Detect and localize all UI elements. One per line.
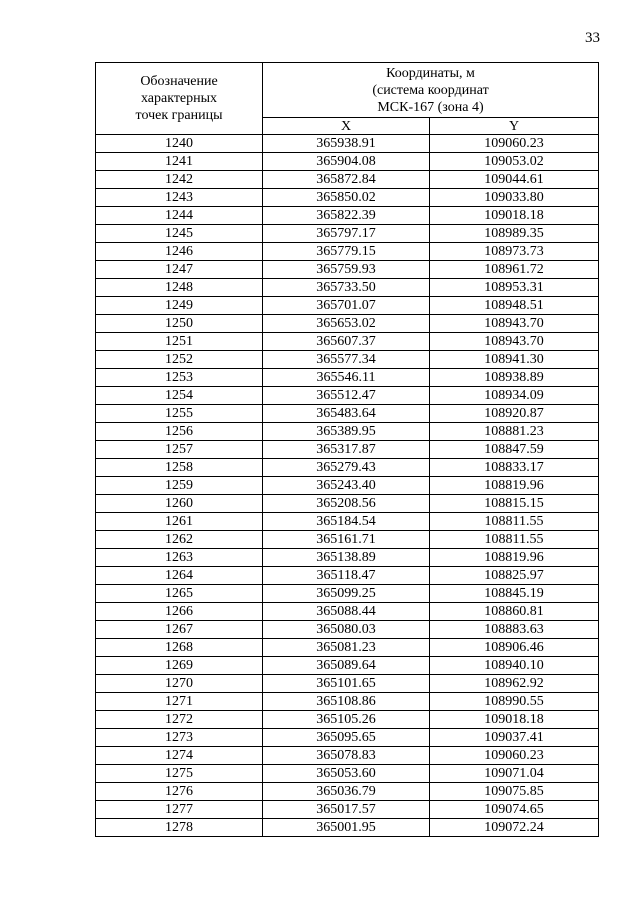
table-row	[96, 405, 599, 423]
table-row	[96, 585, 599, 603]
page-number: 33	[585, 30, 600, 46]
y-coordinate-cell: 109037.41	[430, 729, 599, 747]
y-coordinate-cell: 109074.65	[430, 801, 599, 819]
table-row	[96, 351, 599, 369]
table-row	[96, 747, 599, 765]
point-id-cell: 1275	[96, 765, 263, 783]
y-coordinate-cell: 108811.55	[430, 513, 599, 531]
x-coordinate-cell: 365099.25	[263, 585, 430, 603]
table-row	[96, 801, 599, 819]
table-row	[96, 729, 599, 747]
table-row	[96, 693, 599, 711]
table-row	[96, 243, 599, 261]
y-coordinate-cell: 108881.23	[430, 423, 599, 441]
point-id-cell: 1246	[96, 243, 263, 261]
coordinates-table	[95, 62, 599, 837]
coordinates-header-line-3: МСК-167 (зона 4)	[377, 99, 484, 115]
table-row	[96, 495, 599, 513]
y-coordinate-cell: 108845.19	[430, 585, 599, 603]
point-id-cell: 1245	[96, 225, 263, 243]
table-row	[96, 783, 599, 801]
point-id-cell: 1259	[96, 477, 263, 495]
y-coordinate-cell: 108962.92	[430, 675, 599, 693]
table-row	[96, 171, 599, 189]
x-coordinate-cell: 365389.95	[263, 423, 430, 441]
point-id-cell: 1256	[96, 423, 263, 441]
y-coordinate-cell: 109060.23	[430, 135, 599, 153]
x-coordinate-cell: 365577.34	[263, 351, 430, 369]
point-id-cell: 1260	[96, 495, 263, 513]
y-coordinate-cell: 108860.81	[430, 603, 599, 621]
point-id-cell: 1240	[96, 135, 263, 153]
point-header-line-1: Обозначение	[140, 74, 218, 89]
table-row	[96, 423, 599, 441]
y-coordinate-cell: 109075.85	[430, 783, 599, 801]
table-row	[96, 621, 599, 639]
y-coordinate-cell: 108953.31	[430, 279, 599, 297]
y-coordinate-cell: 108938.89	[430, 369, 599, 387]
y-coordinate-cell: 108811.55	[430, 531, 599, 549]
y-coordinate-cell: 109071.04	[430, 765, 599, 783]
point-id-cell: 1264	[96, 567, 263, 585]
point-id-cell: 1276	[96, 783, 263, 801]
x-coordinate-cell: 365080.03	[263, 621, 430, 639]
y-coordinate-cell: 108847.59	[430, 441, 599, 459]
coordinates-header-line-1: Координаты, м	[386, 65, 475, 81]
y-column-header: Y	[430, 118, 599, 135]
y-coordinate-cell: 109053.02	[430, 153, 599, 171]
x-coordinate-cell: 365759.93	[263, 261, 430, 279]
y-coordinate-cell: 108819.96	[430, 477, 599, 495]
x-coordinate-cell: 365088.44	[263, 603, 430, 621]
point-id-cell: 1274	[96, 747, 263, 765]
x-coordinate-cell: 365512.47	[263, 387, 430, 405]
table-row	[96, 153, 599, 171]
table-row	[96, 387, 599, 405]
y-coordinate-cell: 108825.97	[430, 567, 599, 585]
x-coordinate-cell: 365483.64	[263, 405, 430, 423]
y-coordinate-cell: 109044.61	[430, 171, 599, 189]
x-coordinate-cell: 365036.79	[263, 783, 430, 801]
table-body	[96, 135, 599, 837]
table-row	[96, 639, 599, 657]
table-row	[96, 765, 599, 783]
point-header-line-3: точек границы	[135, 108, 223, 123]
point-id-cell: 1254	[96, 387, 263, 405]
table-row	[96, 225, 599, 243]
y-coordinate-cell: 109018.18	[430, 711, 599, 729]
point-id-cell: 1255	[96, 405, 263, 423]
x-coordinate-cell: 365733.50	[263, 279, 430, 297]
table-row	[96, 531, 599, 549]
x-coordinate-cell: 365653.02	[263, 315, 430, 333]
x-coordinate-cell: 365017.57	[263, 801, 430, 819]
x-coordinate-cell: 365101.65	[263, 675, 430, 693]
x-coordinate-cell: 365208.56	[263, 495, 430, 513]
y-coordinate-cell: 108943.70	[430, 315, 599, 333]
x-coordinate-cell: 365001.95	[263, 819, 430, 837]
point-id-cell: 1266	[96, 603, 263, 621]
x-coordinate-cell: 365081.23	[263, 639, 430, 657]
y-coordinate-cell: 108990.55	[430, 693, 599, 711]
x-coordinate-cell: 365095.65	[263, 729, 430, 747]
table-row	[96, 711, 599, 729]
point-id-cell: 1261	[96, 513, 263, 531]
table-row	[96, 657, 599, 675]
table-row	[96, 189, 599, 207]
x-coordinate-cell: 365607.37	[263, 333, 430, 351]
coordinates-header-line-2: (система координат	[372, 82, 489, 98]
y-coordinate-cell: 108906.46	[430, 639, 599, 657]
y-coordinate-cell: 108961.72	[430, 261, 599, 279]
table-row	[96, 315, 599, 333]
point-id-cell: 1253	[96, 369, 263, 387]
x-coordinate-cell: 365317.87	[263, 441, 430, 459]
table-row	[96, 819, 599, 837]
y-coordinate-cell: 109060.23	[430, 747, 599, 765]
point-id-cell: 1268	[96, 639, 263, 657]
y-coordinate-cell: 108940.10	[430, 657, 599, 675]
point-id-cell: 1272	[96, 711, 263, 729]
point-id-cell: 1273	[96, 729, 263, 747]
point-header-line-2: характерных	[140, 91, 218, 106]
x-coordinate-cell: 365938.91	[263, 135, 430, 153]
table-row	[96, 549, 599, 567]
table-row	[96, 279, 599, 297]
table-row	[96, 333, 599, 351]
x-coordinate-cell: 365161.71	[263, 531, 430, 549]
x-coordinate-cell: 365546.11	[263, 369, 430, 387]
x-coordinate-cell: 365243.40	[263, 477, 430, 495]
table-row	[96, 477, 599, 495]
point-id-cell: 1263	[96, 549, 263, 567]
x-coordinate-cell: 365872.84	[263, 171, 430, 189]
point-id-cell: 1262	[96, 531, 263, 549]
table-row	[96, 369, 599, 387]
y-coordinate-cell: 108920.87	[430, 405, 599, 423]
table-row	[96, 675, 599, 693]
y-coordinate-cell: 108934.09	[430, 387, 599, 405]
point-id-cell: 1277	[96, 801, 263, 819]
point-id-cell: 1251	[96, 333, 263, 351]
point-id-cell: 1267	[96, 621, 263, 639]
point-id-cell: 1269	[96, 657, 263, 675]
coordinates-header	[263, 63, 599, 118]
y-coordinate-cell: 108989.35	[430, 225, 599, 243]
point-id-cell: 1257	[96, 441, 263, 459]
x-coordinate-cell: 365279.43	[263, 459, 430, 477]
table-row	[96, 603, 599, 621]
table-row	[96, 513, 599, 531]
point-id-cell: 1271	[96, 693, 263, 711]
x-column-header: X	[263, 118, 430, 135]
point-id-cell: 1278	[96, 819, 263, 837]
y-coordinate-cell: 109072.24	[430, 819, 599, 837]
y-coordinate-cell: 108815.15	[430, 495, 599, 513]
point-id-cell: 1270	[96, 675, 263, 693]
y-coordinate-cell: 109018.18	[430, 207, 599, 225]
y-coordinate-cell: 108833.17	[430, 459, 599, 477]
x-coordinate-cell: 365078.83	[263, 747, 430, 765]
point-id-cell: 1250	[96, 315, 263, 333]
y-coordinate-cell: 108973.73	[430, 243, 599, 261]
y-coordinate-cell: 108941.30	[430, 351, 599, 369]
table-row	[96, 441, 599, 459]
point-id-cell: 1249	[96, 297, 263, 315]
x-coordinate-cell: 365850.02	[263, 189, 430, 207]
x-coordinate-cell: 365904.08	[263, 153, 430, 171]
point-id-cell: 1243	[96, 189, 263, 207]
point-id-cell: 1244	[96, 207, 263, 225]
point-id-cell: 1258	[96, 459, 263, 477]
x-coordinate-cell: 365089.64	[263, 657, 430, 675]
x-coordinate-cell: 365797.17	[263, 225, 430, 243]
y-coordinate-cell: 108948.51	[430, 297, 599, 315]
point-id-cell: 1248	[96, 279, 263, 297]
y-coordinate-cell: 108819.96	[430, 549, 599, 567]
table-row	[96, 135, 599, 153]
y-coordinate-cell: 109033.80	[430, 189, 599, 207]
point-designation-header	[96, 63, 263, 135]
x-coordinate-cell: 365053.60	[263, 765, 430, 783]
point-id-cell: 1247	[96, 261, 263, 279]
table-row	[96, 567, 599, 585]
table-header	[96, 63, 599, 135]
point-id-cell: 1252	[96, 351, 263, 369]
point-id-cell: 1241	[96, 153, 263, 171]
x-coordinate-cell: 365701.07	[263, 297, 430, 315]
y-coordinate-cell: 108883.63	[430, 621, 599, 639]
point-id-cell: 1265	[96, 585, 263, 603]
x-coordinate-cell: 365779.15	[263, 243, 430, 261]
x-coordinate-cell: 365822.39	[263, 207, 430, 225]
table-row	[96, 459, 599, 477]
table-row	[96, 261, 599, 279]
point-id-cell: 1242	[96, 171, 263, 189]
table-row	[96, 207, 599, 225]
x-coordinate-cell: 365138.89	[263, 549, 430, 567]
x-coordinate-cell: 365184.54	[263, 513, 430, 531]
x-coordinate-cell: 365105.26	[263, 711, 430, 729]
x-coordinate-cell: 365108.86	[263, 693, 430, 711]
table-row	[96, 297, 599, 315]
x-coordinate-cell: 365118.47	[263, 567, 430, 585]
y-coordinate-cell: 108943.70	[430, 333, 599, 351]
